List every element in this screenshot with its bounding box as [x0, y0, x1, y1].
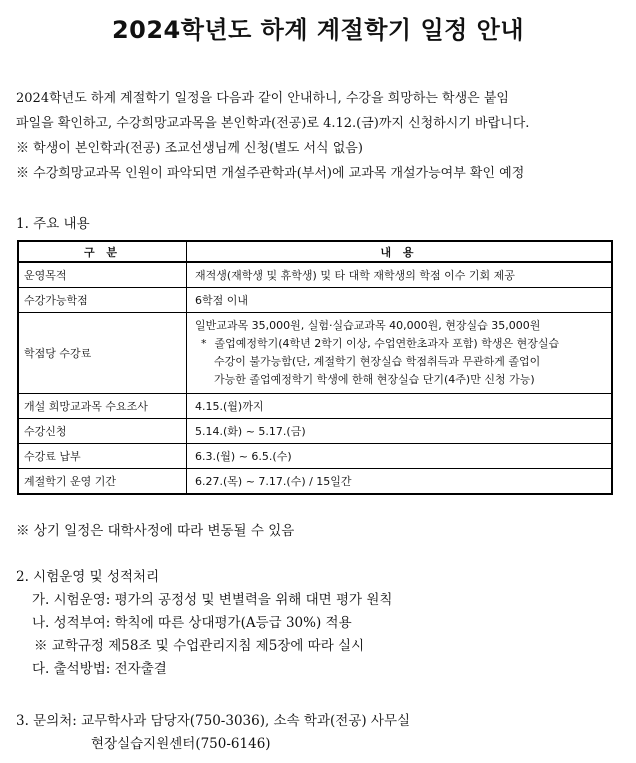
- row-content: 재적생(재학생 및 휴학생) 및 타 대학 재학생의 학점 이수 기회 제공: [187, 262, 613, 288]
- header-content: 내 용: [187, 241, 613, 262]
- exam-item-b: 나. 성적부여: 학칙에 따른 상대평가(A등급 30%) 적용: [32, 615, 352, 631]
- exam-item-b-note: ※ 교학규정 제58조 및 수업관리지침 제5장에 따라 실시: [34, 638, 365, 654]
- fee-note-line: 가능한 졸업예정학기 학생에 한해 현장실습 단기(4주)만 신청 가능): [214, 373, 535, 386]
- fee-cell: [187, 313, 613, 394]
- intro-note: ※ 수강희망교과목 인원이 파악되면 개설주관학과(부서)에 교과목 개설가능여부 확인 예정: [16, 166, 525, 181]
- row-category: 수강가능학점: [18, 288, 187, 313]
- fee-note-line: 수강이 불가능함(단, 계절학기 현장실습 학점취득과 무관하게 졸업이: [214, 355, 541, 368]
- table-row: [18, 288, 612, 313]
- row-content: 6.27.(목) ~ 7.17.(수) / 15일간: [187, 469, 613, 495]
- exam-item-a: 가. 시험운영: 평가의 공정성 및 변별력을 위해 대면 평가 원칙: [32, 592, 393, 608]
- intro-line: 파일을 확인하고, 수강희망교과목을 본인학과(전공)로 4.12.(금)까지 신청하시기 바랍니다.: [16, 116, 530, 131]
- intro-note: ※ 학생이 본인학과(전공) 조교선생님께 신청(별도 서식 없음): [16, 141, 363, 156]
- table-row: [18, 444, 612, 469]
- contact-line: 현장실습지원센터(750-6146): [91, 736, 271, 752]
- schedule-table: [17, 240, 613, 495]
- intro-line: 2024학년도 하계 계절학기 일정을 다음과 같이 안내하니, 수강을 희망하는 학생은 붙임: [16, 91, 509, 106]
- table-row: [18, 419, 612, 444]
- note-marker: *: [201, 337, 207, 350]
- row-content: 6학점 이내: [187, 288, 613, 313]
- header-category: 구 분: [18, 241, 187, 262]
- row-category: 계절학기 운영 기간: [18, 469, 187, 495]
- table-row: [18, 262, 612, 288]
- fee-note-line: 졸업예정학기(4학년 2학기 이상, 수업연한초과자 포함) 학생은 현장실습: [214, 337, 560, 350]
- row-category: 수강신청: [18, 419, 187, 444]
- section-2-heading: 2. 시험운영 및 성적처리: [16, 569, 160, 585]
- contact-line: 3. 문의처: 교무학사과 담당자(750-3036), 소속 학과(전공) 사무실: [16, 713, 411, 729]
- page-title: 2024학년도 하계 계절학기 일정 안내: [111, 16, 525, 44]
- row-category: 운영목적: [18, 262, 187, 288]
- section-1-heading: 1. 주요 내용: [16, 216, 90, 232]
- section-3-contact: [16, 710, 410, 756]
- exam-item-c: 다. 출석방법: 전자출결: [32, 661, 167, 677]
- row-category: 학점당 수강료: [18, 313, 187, 394]
- table-header-row: [18, 241, 612, 262]
- fee-line: 일반교과목 35,000원, 실험·실습교과목 40,000원, 현장실습 35,000원: [195, 319, 541, 332]
- table-row: [18, 313, 612, 394]
- table-row: [18, 394, 612, 419]
- row-category: 개설 희망교과목 수요조사: [18, 394, 187, 419]
- row-content: 4.15.(월)까지: [187, 394, 613, 419]
- intro-paragraph: [16, 86, 624, 186]
- row-category: 수강료 납부: [18, 444, 187, 469]
- schedule-remark: ※ 상기 일정은 대학사정에 따라 변동될 수 있음: [16, 523, 295, 539]
- section-2: [16, 566, 392, 681]
- table-row: [18, 469, 612, 495]
- row-content: 5.14.(화) ~ 5.17.(금): [187, 419, 613, 444]
- row-content: 6.3.(월) ~ 6.5.(수): [187, 444, 613, 469]
- fee-note: [195, 335, 605, 389]
